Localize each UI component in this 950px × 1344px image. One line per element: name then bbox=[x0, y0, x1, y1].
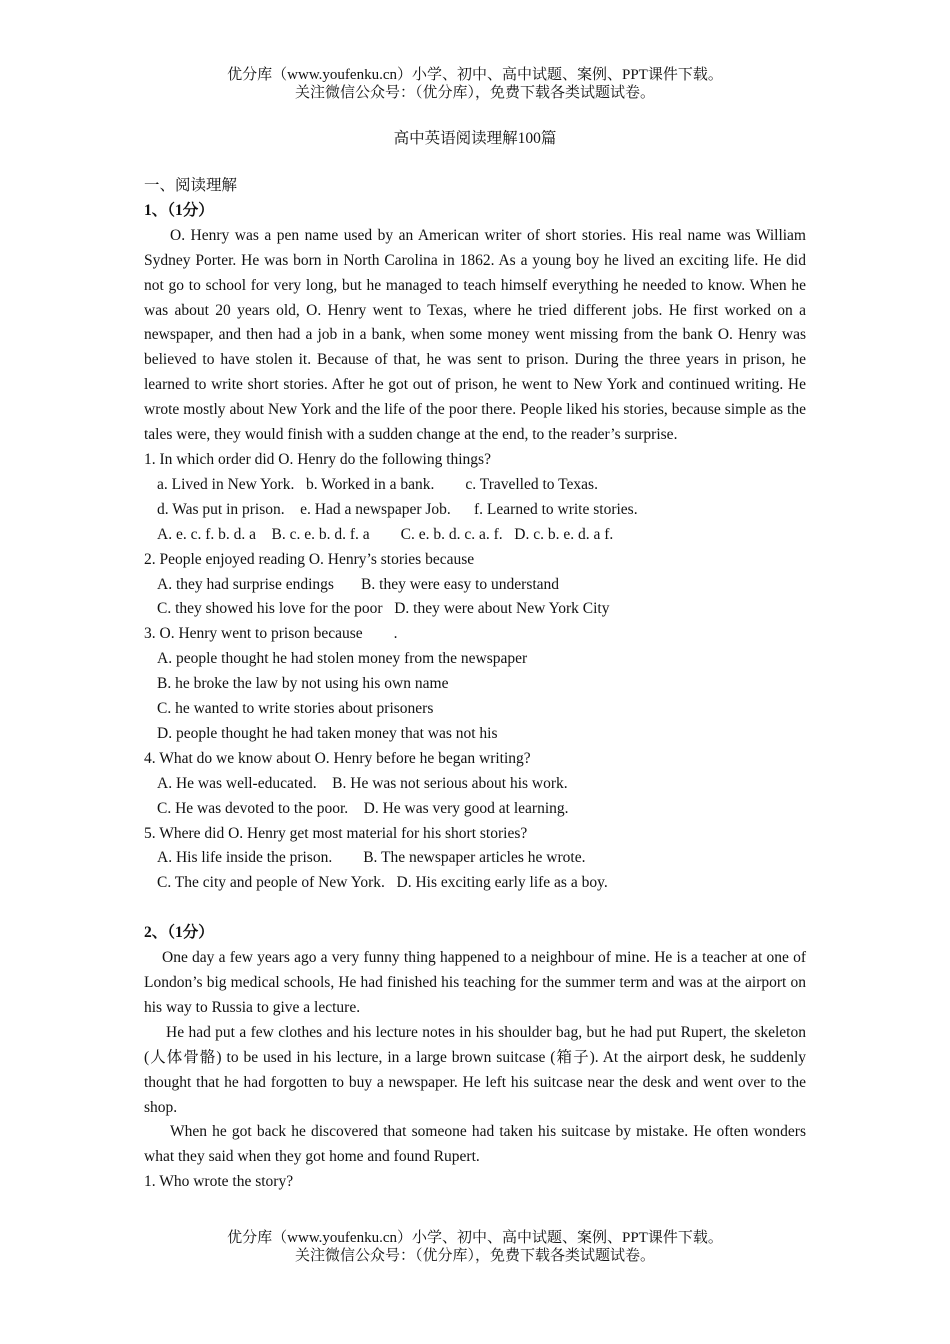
question-1-1-option-line: d. Was put in prison. e. Had a newspaper Job. f. Learned to write stories. bbox=[157, 500, 638, 518]
passage-1-text: O. Henry was a pen name used by an American writer of short stories. His real name was William Sydney Porter. He was born in North Carolina in 1862. As a young boy he lived an exciting life. He did not go to school for very long, but he managed to teach himself everything he needed to know. When he was about 20 years old, O. Henry went to Texas, where he tried different jobs. He first worked on a newspaper, and then had a job in a bank, when some money went missing from the bank O. Henry was believed to have stolen it. Because of that, he was sent to prison. During the three years in prison, he learned to write short stories. After he got out of prison, he went to New York and continued writing. He wrote mostly about New York and the life of the poor there. People liked his stories, because simple as the tales were, they would finish with a sudden change at the end, to the reader’s surprise. bbox=[144, 226, 806, 444]
passage-2-label: 2、（1分） bbox=[144, 924, 214, 942]
question-2-1: 1. Who wrote the story? bbox=[144, 1173, 294, 1191]
footer-line-1: 优分库（www.youfenku.cn）小学、初中、高中试题、案例、PPT课件下载。 bbox=[227, 1230, 723, 1246]
question-1-5: 5. Where did O. Henry get most material for his short stories? bbox=[144, 824, 528, 842]
question-1-1-option-line: A. e. c. f. b. d. a B. c. e. b. d. f. a C. e. b. d. c. a. f. D. c. b. e. d. a f. bbox=[157, 525, 614, 543]
question-1-1-option-line: a. Lived in New York. b. Worked in a bank. c. Travelled to Texas. bbox=[157, 475, 598, 493]
question-1-4-option-line: C. He was devoted to the poor. D. He was very good at learning. bbox=[157, 799, 569, 817]
header-line-1: 优分库（www.youfenku.cn）小学、初中、高中试题、案例、PPT课件下载。 bbox=[227, 67, 723, 83]
passage-2-paragraph-3: When he got back he discovered that someone had taken his suitcase by mistake. He often wonders what they said when they got home and found Rupert. bbox=[144, 1123, 806, 1166]
header-line-2: 关注微信公众号：（优分库），免费下载各类试题试卷。 bbox=[294, 85, 655, 101]
question-1-2: 2. People enjoyed reading O. Henry’s stories because bbox=[144, 550, 475, 568]
document-title: 高中英语阅读理解100篇 bbox=[393, 130, 557, 147]
passage-1-label: 1、（1分） bbox=[144, 201, 214, 219]
footer-line-2: 关注微信公众号：（优分库），免费下载各类试题试卷。 bbox=[294, 1248, 655, 1264]
question-1-3-option-line: A. people thought he had stolen money from the newspaper bbox=[157, 650, 528, 668]
question-1-5-option-line: A. His life inside the prison. B. The newspaper articles he wrote. bbox=[157, 849, 586, 867]
question-1-4-option-line: A. He was well-educated. B. He was not serious about his work. bbox=[157, 774, 568, 792]
question-1-3: 3. O. Henry went to prison because . bbox=[144, 625, 398, 643]
question-1-2-option-line: A. they had surprise endings B. they were easy to understand bbox=[157, 575, 560, 593]
question-1-4: 4. What do we know about O. Henry before he began writing? bbox=[144, 749, 531, 767]
page-header bbox=[0, 66, 950, 102]
section-spacer bbox=[144, 896, 806, 921]
question-1-3-option-line: B. he broke the law by not using his own name bbox=[157, 675, 449, 693]
question-1-3-option-line: C. he wanted to write stories about prisoners bbox=[157, 700, 434, 718]
passage-2-paragraph-2: He had put a few clothes and his lecture notes in his shoulder bag, but he had put Rupert, the skeleton (人体骨骼) to be used in his lecture, in a large brown suitcase (箱子). At the airport desk, he suddenly thought that he had forgotten to buy a newspaper. He left his suitcase near the desk and went over to the shop. bbox=[144, 1023, 806, 1116]
question-1-3-option-line: D. people thought he had taken money that was not his bbox=[157, 724, 498, 742]
page-footer bbox=[0, 1229, 950, 1265]
question-1-1: 1. In which order did O. Henry do the following things? bbox=[144, 450, 491, 468]
document-body bbox=[144, 174, 806, 1195]
question-1-5-option-line: C. The city and people of New York. D. His exciting early life as a boy. bbox=[157, 874, 608, 892]
question-1-2-option-line: C. they showed his love for the poor D. they were about New York City bbox=[157, 600, 610, 618]
passage-2-paragraph-1: One day a few years ago a very funny thing happened to a neighbour of mine. He is a teacher at one of London’s big medical schools, He had finished his teaching for the summer term and was at the airport on his way to Russia to give a lecture. bbox=[144, 949, 806, 1016]
section-heading: 一、阅读理解 bbox=[144, 177, 238, 194]
